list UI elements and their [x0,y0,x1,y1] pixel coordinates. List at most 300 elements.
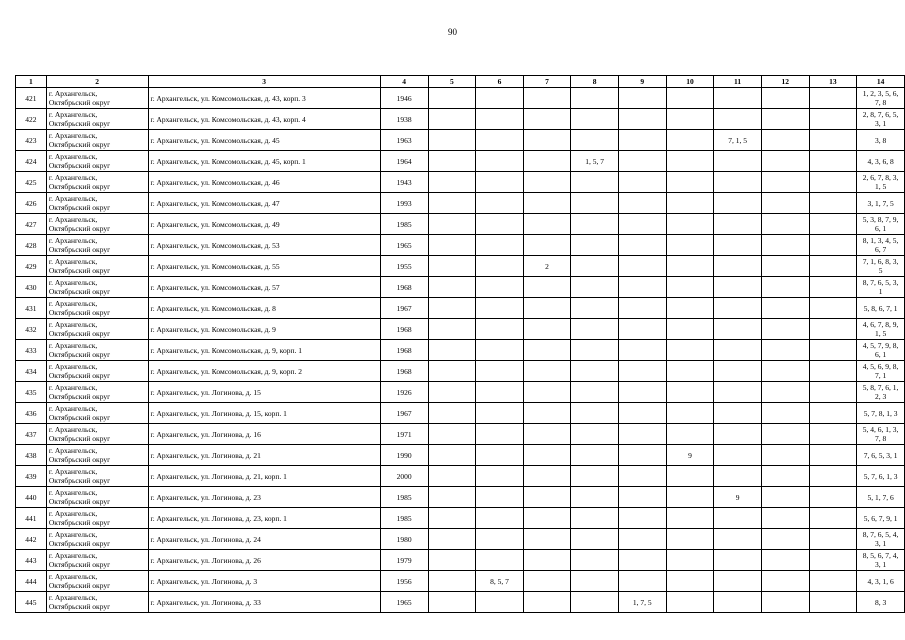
table-cell: 441 [16,508,47,529]
table-cell [761,298,809,319]
table-cell [571,382,619,403]
table-cell: г. Архангельск, ул. Логинова, д. 23 [148,487,380,508]
table-cell [761,403,809,424]
table-cell: 1963 [380,130,428,151]
table-cell [761,592,809,613]
table-cell [618,235,666,256]
table-cell [523,382,571,403]
table-cell: 1965 [380,592,428,613]
table-cell [571,592,619,613]
table-cell [714,571,762,592]
table-cell: 1946 [380,88,428,109]
table-cell [523,340,571,361]
table-cell [761,256,809,277]
table-cell [523,529,571,550]
table-cell: 2, 6, 7, 8, 3, 1, 5 [857,172,905,193]
table-cell [523,319,571,340]
table-cell [761,88,809,109]
table-cell [428,298,476,319]
table-cell [571,466,619,487]
table-cell: 1965 [380,235,428,256]
table-cell [714,592,762,613]
table-cell [571,403,619,424]
table-cell: г. Архангельск, Октябрьский округ [46,529,148,550]
table-cell [714,235,762,256]
table-cell: г. Архангельск, Октябрьский округ [46,508,148,529]
table-row [16,88,905,109]
table-cell [618,109,666,130]
table-cell: 425 [16,172,47,193]
table-cell [761,109,809,130]
table-cell [428,214,476,235]
table-cell: 428 [16,235,47,256]
table-cell [571,298,619,319]
table-cell [666,88,714,109]
table-cell: г. Архангельск, ул. Логинова, д. 33 [148,592,380,613]
column-header: 3 [148,76,380,88]
table-cell: 8, 1, 3, 4, 5, 6, 7 [857,235,905,256]
table-cell [809,466,857,487]
table-cell: 8, 7, 6, 5, 3, 1 [857,277,905,298]
table-cell [714,403,762,424]
table-cell: г. Архангельск, ул. Логинова, д. 15, корп. 1 [148,403,380,424]
table-cell: 7, 6, 5, 3, 1 [857,445,905,466]
table-cell: 4, 6, 7, 8, 9, 1, 5 [857,319,905,340]
table-cell [571,235,619,256]
table-cell [428,256,476,277]
table-cell: 8, 7, 6, 5, 4, 3, 1 [857,529,905,550]
table-cell [523,109,571,130]
table-row [16,235,905,256]
table-cell: 1990 [380,445,428,466]
column-header: 14 [857,76,905,88]
table-cell [428,487,476,508]
table-cell: г. Архангельск, Октябрьский округ [46,151,148,172]
table-cell: г. Архангельск, Октябрьский округ [46,130,148,151]
table-row [16,487,905,508]
table-row [16,214,905,235]
table-cell [476,340,524,361]
table-row [16,592,905,613]
table-cell [666,319,714,340]
table-cell [809,550,857,571]
table-cell: 1993 [380,193,428,214]
table-row [16,445,905,466]
table-cell [714,550,762,571]
table-cell: г. Архангельск, ул. Логинова, д. 21 [148,445,380,466]
table-cell: г. Архангельск, Октябрьский округ [46,466,148,487]
table-row [16,529,905,550]
table-cell: г. Архангельск, Октябрьский округ [46,592,148,613]
table-cell [428,340,476,361]
table-cell [666,529,714,550]
table-cell [523,550,571,571]
table-cell: г. Архангельск, Октябрьский округ [46,424,148,445]
column-header: 11 [714,76,762,88]
table-cell [618,256,666,277]
table-cell [523,571,571,592]
table-cell: 8, 3 [857,592,905,613]
table-cell: г. Архангельск, ул. Комсомольская, д. 45 [148,130,380,151]
table-cell: 7, 1, 5 [714,130,762,151]
table-cell: г. Архангельск, ул. Комсомольская, д. 9, корп. 1 [148,340,380,361]
table-cell [476,487,524,508]
table-cell [523,193,571,214]
table-cell [809,403,857,424]
table-cell: 421 [16,88,47,109]
table-cell [809,487,857,508]
page-number: 90 [448,27,457,37]
table-cell: 1968 [380,340,428,361]
table-cell: г. Архангельск, ул. Комсомольская, д. 46 [148,172,380,193]
table-cell: 443 [16,550,47,571]
table-cell [428,508,476,529]
table-cell [523,445,571,466]
table-cell [809,277,857,298]
table-cell: 9 [714,487,762,508]
table-cell [714,508,762,529]
table-cell: г. Архангельск, Октябрьский округ [46,256,148,277]
table-cell: 435 [16,382,47,403]
table-cell: г. Архангельск, Октябрьский округ [46,109,148,130]
table-cell: г. Архангельск, ул. Комсомольская, д. 43, корп. 3 [148,88,380,109]
table-cell [618,172,666,193]
table-cell [666,403,714,424]
table-cell: г. Архангельск, ул. Комсомольская, д. 9, корп. 2 [148,361,380,382]
table-cell: 5, 7, 6, 1, 3 [857,466,905,487]
table-cell: г. Архангельск, ул. Комсомольская, д. 49 [148,214,380,235]
table-cell [428,151,476,172]
table-cell [428,88,476,109]
table-cell: 5, 8, 6, 7, 1 [857,298,905,319]
table-cell: г. Архангельск, Октябрьский округ [46,403,148,424]
table-cell: 426 [16,193,47,214]
table-cell [428,529,476,550]
table-cell [618,487,666,508]
table-cell: г. Архангельск, Октябрьский округ [46,571,148,592]
table-cell [476,466,524,487]
table-cell [523,130,571,151]
table-cell: г. Архангельск, Октябрьский округ [46,214,148,235]
table-cell [618,550,666,571]
table-cell [476,319,524,340]
table-cell [571,256,619,277]
column-header: 10 [666,76,714,88]
table-cell: 1985 [380,214,428,235]
table-cell: 5, 4, 6, 1, 3, 7, 8 [857,424,905,445]
table-cell: 439 [16,466,47,487]
table-cell [523,361,571,382]
table-cell [523,466,571,487]
table-cell [571,193,619,214]
table-cell [666,151,714,172]
table-cell: 1967 [380,298,428,319]
table-cell: г. Архангельск, Октябрьский округ [46,172,148,193]
table-cell [476,193,524,214]
table-cell [809,592,857,613]
table-cell: 4, 3, 1, 6 [857,571,905,592]
table-cell [428,592,476,613]
table-cell [428,403,476,424]
table-cell [571,361,619,382]
table-cell [571,508,619,529]
table-cell [761,508,809,529]
table-cell [761,235,809,256]
table-cell [618,382,666,403]
table-cell: 4, 3, 6, 8 [857,151,905,172]
table-cell [666,277,714,298]
table-cell [809,361,857,382]
table-cell: 442 [16,529,47,550]
table-cell [428,445,476,466]
table-cell [476,508,524,529]
table-cell: г. Архангельск, ул. Комсомольская, д. 8 [148,298,380,319]
table-cell [571,109,619,130]
table-cell [666,550,714,571]
table-cell [476,256,524,277]
table-cell [666,424,714,445]
table-cell [523,298,571,319]
table-cell: г. Архангельск, Октябрьский округ [46,445,148,466]
table-cell [571,424,619,445]
table-cell: 2000 [380,466,428,487]
table-cell [809,445,857,466]
table-cell [809,298,857,319]
table-cell [714,193,762,214]
table-cell [714,445,762,466]
table-cell [809,235,857,256]
table-cell [476,424,524,445]
table-row [16,571,905,592]
table-cell: 1, 7, 5 [618,592,666,613]
table-cell [618,277,666,298]
table-cell [476,403,524,424]
table-cell: г. Архангельск, ул. Логинова, д. 21, корп. 1 [148,466,380,487]
table-cell [571,214,619,235]
table-cell: г. Архангельск, ул. Логинова, д. 15 [148,382,380,403]
table-cell: г. Архангельск, Октябрьский округ [46,550,148,571]
table-cell: 1, 5, 7 [571,151,619,172]
table-cell: 432 [16,319,47,340]
table-cell: 9 [666,445,714,466]
table-cell [618,151,666,172]
table-cell [428,571,476,592]
table-row [16,403,905,424]
table-cell [761,529,809,550]
table-cell: 438 [16,445,47,466]
table-cell: 1968 [380,361,428,382]
table-row [16,130,905,151]
table-cell [809,88,857,109]
table-cell [714,214,762,235]
table-cell [714,382,762,403]
table-cell: г. Архангельск, ул. Логинова, д. 23, корп. 1 [148,508,380,529]
table-row [16,550,905,571]
table-row [16,466,905,487]
table-cell: 5, 3, 8, 7, 9, 6, 1 [857,214,905,235]
table-cell [809,172,857,193]
table-cell [809,340,857,361]
table-cell [666,592,714,613]
table-cell [476,382,524,403]
table-cell: 434 [16,361,47,382]
table-cell [666,571,714,592]
table-cell [571,319,619,340]
table-cell [809,508,857,529]
table-cell [618,466,666,487]
table-cell: 3, 8 [857,130,905,151]
column-header: 4 [380,76,428,88]
table-cell [523,424,571,445]
table-cell: 5, 7, 8, 1, 3 [857,403,905,424]
table-cell [761,571,809,592]
table-cell: 1971 [380,424,428,445]
table-cell [523,592,571,613]
table-cell [476,151,524,172]
table-cell [809,424,857,445]
table-cell: г. Архангельск, ул. Комсомольская, д. 45, корп. 1 [148,151,380,172]
table-cell [666,130,714,151]
table-cell [523,403,571,424]
table-cell: 431 [16,298,47,319]
table-cell [761,319,809,340]
table-cell [809,130,857,151]
table-cell: 1938 [380,109,428,130]
table-row [16,277,905,298]
table-cell [571,172,619,193]
table-cell [618,445,666,466]
table-cell [666,298,714,319]
table-cell [761,151,809,172]
table-cell [618,571,666,592]
table-cell [714,466,762,487]
table-cell [618,319,666,340]
table-row [16,508,905,529]
table-cell [761,424,809,445]
table-cell: г. Архангельск, ул. Логинова, д. 3 [148,571,380,592]
table-cell [761,172,809,193]
table-cell [809,571,857,592]
table-cell: 8, 5, 7 [476,571,524,592]
table-cell [714,361,762,382]
table-cell: 7, 1, 6, 8, 3, 5 [857,256,905,277]
table-cell: г. Архангельск, ул. Комсомольская, д. 47 [148,193,380,214]
table-cell [428,193,476,214]
table-cell [666,508,714,529]
table-cell [761,445,809,466]
table-cell [666,466,714,487]
table-cell: г. Архангельск, ул. Комсомольская, д. 53 [148,235,380,256]
table-cell: 423 [16,130,47,151]
table-cell: г. Архангельск, Октябрьский округ [46,340,148,361]
table-cell [523,508,571,529]
table-cell [476,88,524,109]
table-cell: 429 [16,256,47,277]
table-cell [761,487,809,508]
table-cell: 1964 [380,151,428,172]
table-cell: г. Архангельск, Октябрьский округ [46,277,148,298]
column-header: 2 [46,76,148,88]
table-cell [809,109,857,130]
column-header: 8 [571,76,619,88]
table-cell [809,529,857,550]
table-cell: 1985 [380,487,428,508]
table-cell [666,235,714,256]
table-cell [476,172,524,193]
table-cell [476,529,524,550]
table-body [16,88,905,613]
table-cell [523,88,571,109]
table-cell [476,277,524,298]
table-cell [571,550,619,571]
table-row [16,193,905,214]
table-cell [618,529,666,550]
table-cell [476,235,524,256]
table-cell [666,193,714,214]
table-cell: 1926 [380,382,428,403]
column-header: 6 [476,76,524,88]
table-cell [523,277,571,298]
table-cell [809,193,857,214]
table-cell [714,529,762,550]
table-cell [714,319,762,340]
table-cell [761,340,809,361]
column-header: 5 [428,76,476,88]
table-cell [761,361,809,382]
header-row [16,76,905,88]
table-cell [666,256,714,277]
table-cell [714,172,762,193]
table-cell [523,172,571,193]
table-cell: 3, 1, 7, 5 [857,193,905,214]
column-header: 12 [761,76,809,88]
table-cell [714,109,762,130]
table-cell [761,130,809,151]
table-cell: 440 [16,487,47,508]
table-cell: 427 [16,214,47,235]
table-cell [476,445,524,466]
table-cell: 437 [16,424,47,445]
table-cell [428,361,476,382]
table-cell [476,109,524,130]
table-cell: 1956 [380,571,428,592]
table-cell [571,340,619,361]
table-cell: 436 [16,403,47,424]
table-cell [666,361,714,382]
table-cell [476,214,524,235]
table-cell: г. Архангельск, ул. Комсомольская, д. 43, корп. 4 [148,109,380,130]
table-cell [476,361,524,382]
table-cell [523,151,571,172]
table-cell [523,214,571,235]
table-cell [714,151,762,172]
table-cell: 430 [16,277,47,298]
table-cell [761,193,809,214]
table-cell: г. Архангельск, ул. Комсомольская, д. 57 [148,277,380,298]
table-cell [476,298,524,319]
table-cell [523,235,571,256]
column-header: 13 [809,76,857,88]
table-cell [618,193,666,214]
table-cell [666,172,714,193]
table-cell [571,529,619,550]
table-cell [618,214,666,235]
table-cell [666,382,714,403]
table-cell [809,256,857,277]
table-cell: г. Архангельск, Октябрьский округ [46,487,148,508]
table-cell: 1979 [380,550,428,571]
table-cell [618,424,666,445]
